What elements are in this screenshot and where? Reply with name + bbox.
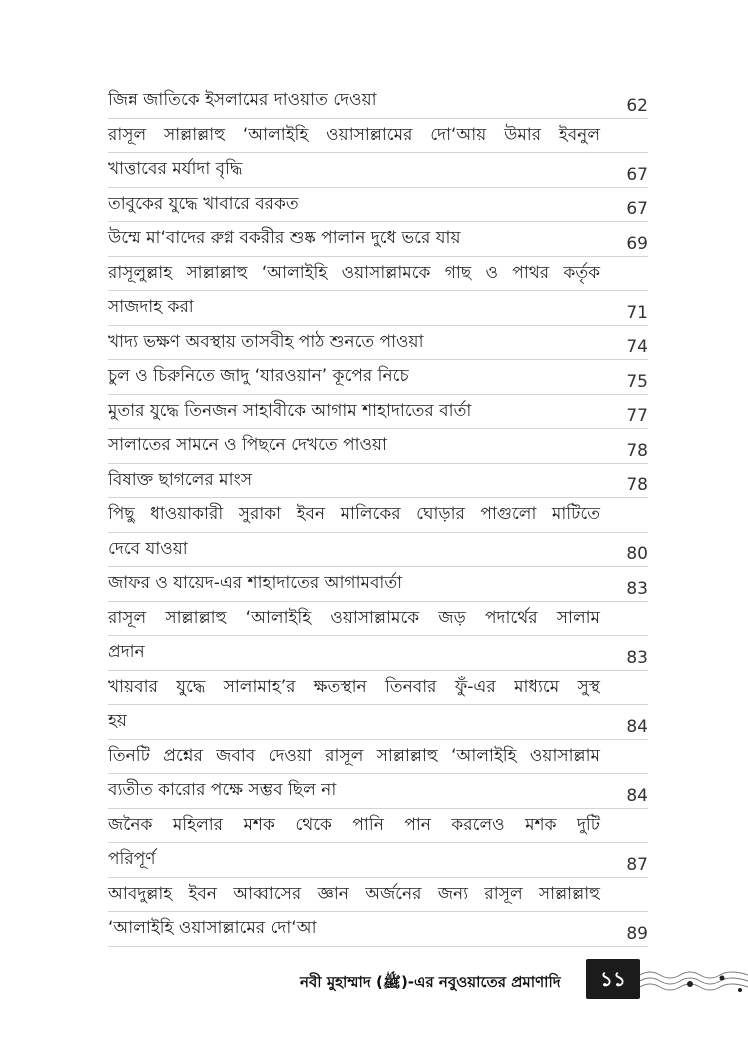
toc-entry-line (108, 222, 648, 257)
toc-entry-title: পরিপূর্ণ (108, 849, 156, 869)
toc-entry-title: প্রদান (108, 642, 145, 662)
toc-entry-line (108, 671, 648, 706)
toc-page-number: 77 (626, 406, 648, 426)
toc-page-number: 83 (626, 578, 648, 599)
toc-entry-line (108, 567, 648, 602)
wave-ornament (640, 963, 748, 1003)
toc-page-number: 84 (626, 716, 648, 737)
toc-entry-title: দেবে যাওয়া (108, 538, 188, 559)
toc-entry-title: রাসূলুল্লাহ সাল্লাল্লাহু ‘আলাইহি ওয়াসাল্লামকে গাছ ও পাথর কর্তৃক (108, 262, 600, 283)
toc-entry-line (108, 257, 648, 292)
toc-page-number: 67 (626, 164, 648, 185)
toc-entry-line (108, 119, 648, 154)
toc-entry-title: উম্মে মা‘বাদের রুগ্ন বকরীর শুষ্ক পালান দুধে ভরে যায় (108, 228, 461, 248)
toc-entry (108, 429, 648, 464)
toc-entry-line (108, 843, 648, 878)
toc-entry-title: ‘আলাইহি ওয়াসাল্লামের দো‘আ (108, 918, 317, 938)
toc-entry-line (108, 153, 648, 188)
toc-entry (108, 809, 648, 878)
toc-entry (108, 671, 648, 740)
toc-entry-title: মুতার যুদ্ধে তিনজন সাহাবীকে আগাম শাহাদাতের বার্তা (108, 400, 472, 421)
toc-page-number: 62 (626, 95, 648, 116)
toc-entry-line (108, 878, 648, 913)
toc-entry (108, 567, 648, 602)
book-title: নবী মুহাম্মাদ (ﷺ)-এর নবুওয়াতের প্রমাণাদি (300, 973, 561, 991)
toc-entry-line (108, 498, 648, 533)
toc-entry-title: তাবুকের যুদ্ধে খাবারে বরকত (108, 193, 299, 214)
toc-entry-title: রাসূল সাল্লাল্লাহু ‘আলাইহি ওয়াসাল্লামের দো‘আয় উমার ইবনুল (108, 124, 600, 145)
toc-entry (108, 257, 648, 326)
page-number-badge: ১১ (586, 959, 640, 999)
toc-entry-title: খাত্তাবের মর্যাদা বৃদ্ধি (108, 159, 243, 179)
toc-entry-title: রাসূল সাল্লাল্লাহু ‘আলাইহি ওয়াসাল্লামকে জড় পদার্থের সালাম (108, 607, 600, 628)
toc-page-number: 67 (626, 199, 648, 219)
toc-entry-line (108, 84, 648, 119)
toc-entry-title: ব্যতীত কারোর পক্ষে সম্ভব ছিল না (108, 780, 337, 800)
toc-entry (108, 878, 648, 947)
toc-entry-line (108, 395, 648, 430)
toc-page-number: 83 (626, 647, 648, 668)
toc-page-number: 87 (626, 854, 648, 875)
toc-entry-title: হয় (108, 711, 127, 731)
toc-entry (108, 602, 648, 671)
toc-entry-line (108, 188, 648, 223)
toc-page-number: 80 (626, 544, 648, 564)
toc-page-number: 69 (626, 233, 648, 254)
toc-entry (108, 740, 648, 809)
toc-page-number: 89 (626, 923, 648, 944)
toc-entry-title: জিন্ন জাতিকে ইসলামের দাওয়াত দেওয়া (108, 90, 377, 110)
toc-entry-title: তিনটি প্রশ্নের জবাব দেওয়া রাসূল সাল্লাল্লাহু ‘আলাইহি ওয়াসাল্লাম (108, 745, 600, 766)
toc-entry-line (108, 602, 648, 637)
toc-entry-line (108, 774, 648, 809)
page-footer (0, 955, 748, 1005)
table-of-contents (108, 84, 648, 947)
toc-entry-title: চুল ও চিরুনিতে জাদু ‘যারওয়ান’ কূপের নিচে (108, 366, 409, 386)
toc-page-number: 74 (626, 337, 648, 357)
toc-entry-line (108, 291, 648, 326)
toc-entry-line (108, 912, 648, 947)
toc-page-number: 71 (626, 302, 648, 323)
toc-entry (108, 360, 648, 395)
toc-entry-title: খায়বার যুদ্ধে সালামাহ’র ক্ষতস্থান তিনবার ফুঁ-এর মাধ্যমে সুস্থ (108, 676, 600, 697)
toc-entry-title: খাদ্য ভক্ষণ অবস্থায় তাসবীহ পাঠ শুনতে পাওয়া (108, 331, 424, 352)
toc-entry-title: বিষাক্ত ছাগলের মাংস (108, 469, 253, 490)
toc-page-number: 78 (626, 475, 648, 495)
toc-entry-line (108, 326, 648, 361)
toc-entry-title: জাফর ও যায়েদ-এর শাহাদাতের আগামবার্তা (108, 573, 403, 593)
toc-entry-title: সাজদাহ করা (108, 297, 194, 317)
toc-entry-line (108, 429, 648, 464)
toc-entry (108, 395, 648, 430)
toc-entry-line (108, 360, 648, 395)
toc-entry (108, 188, 648, 223)
toc-entry (108, 84, 648, 119)
toc-entry (108, 464, 648, 499)
toc-entry (108, 119, 648, 188)
toc-entry (108, 326, 648, 361)
toc-page-number: 84 (626, 785, 648, 806)
toc-entry-line (108, 533, 648, 568)
toc-entry-title: সালাতের সামনে ও পিছনে দেখতে পাওয়া (108, 435, 387, 455)
toc-page-number: 75 (626, 371, 648, 392)
toc-entry-line (108, 740, 648, 775)
toc-entry (108, 222, 648, 257)
toc-entry (108, 498, 648, 567)
toc-entry-title: পিছু ধাওয়াকারী সুরাকা ইবন মালিকের ঘোড়ার পাগুলো মাটিতে (108, 504, 600, 524)
toc-entry-title: আবদুল্লাহ ইবন আব্বাসের জ্ঞান অর্জনের জন্য রাসূল সাল্লাল্লাহু (108, 883, 600, 904)
toc-entry-line (108, 464, 648, 499)
toc-entry-line (108, 636, 648, 671)
toc-page-number: 78 (626, 440, 648, 461)
toc-entry-line (108, 705, 648, 740)
toc-entry-title: জনৈক মহিলার মশক থেকে পানি পান করলেও মশক দুটি (108, 814, 600, 835)
toc-entry-line (108, 809, 648, 844)
